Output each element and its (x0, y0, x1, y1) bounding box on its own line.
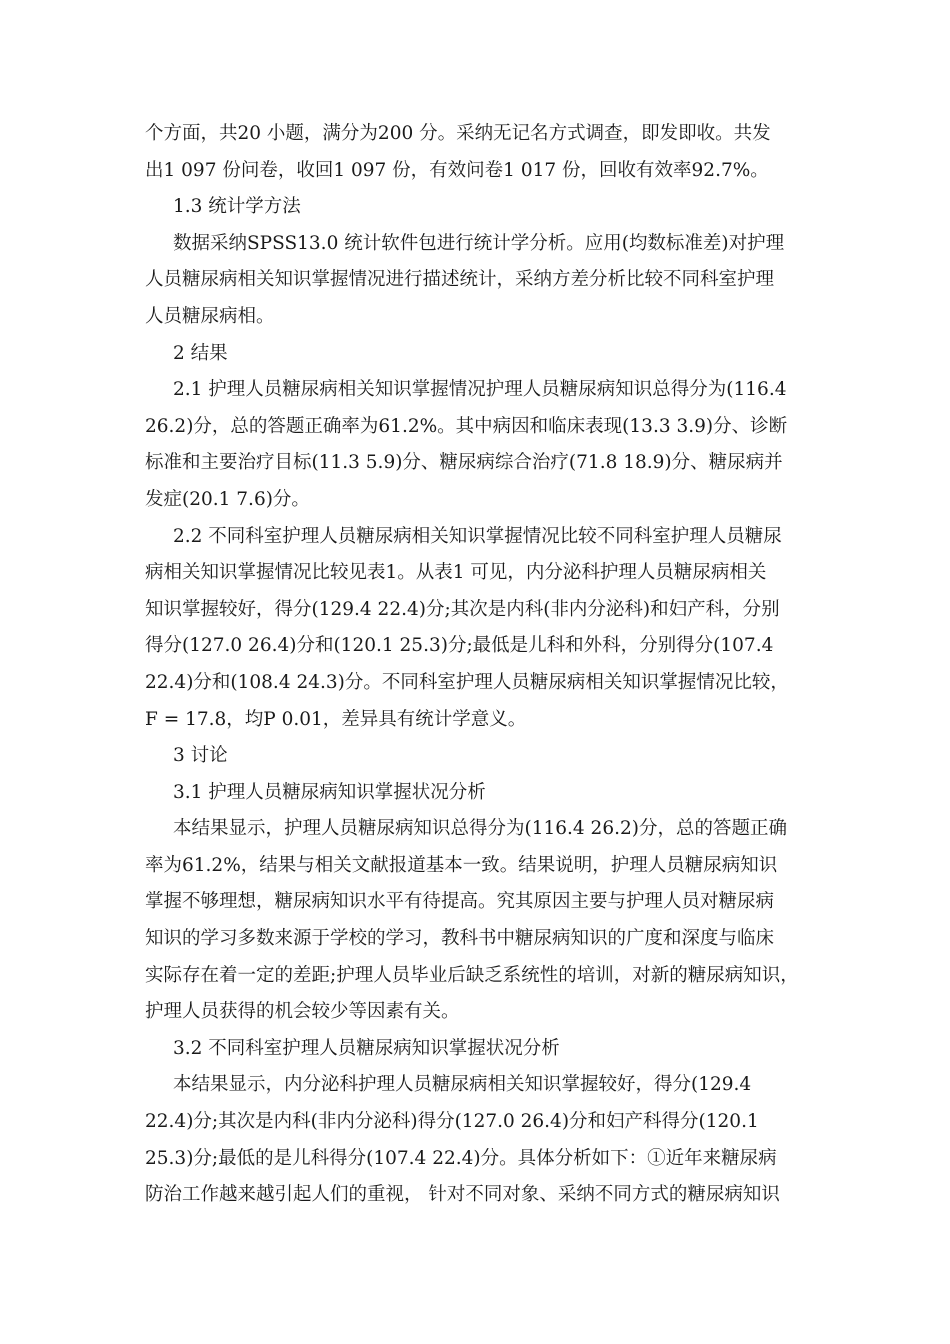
text-line: 2.1 护理人员糖尿病相关知识掌握情况护理人员糖尿病知识总得分为(116.4 (173, 379, 787, 401)
text-line: 2.2 不同科室护理人员糖尿病相关知识掌握情况比较不同科室护理人员糖尿 (173, 525, 782, 547)
text-line: 3.1 护理人员糖尿病知识掌握状况分析 (173, 781, 486, 803)
text-line: 22.4)分;其次是内科(非内分泌科)得分(127.0 26.4)分和妇产科得分(120.1 (145, 1111, 759, 1133)
text-line: 3.2 不同科室护理人员糖尿病知识掌握状况分析 (173, 1037, 560, 1059)
text-line: 人员糖尿病相关知识掌握情况进行描述统计，采纳方差分析比较不同科室护理 (145, 269, 775, 291)
text-line: 护理人员获得的机会较少等因素有关。 (145, 1001, 460, 1023)
text-line: 实际存在着一定的差距;护理人员毕业后缺乏系统性的培训，对新的糖尿病知识， (145, 964, 799, 986)
text-line: 病相关知识掌握情况比较见表1。从表1 可见，内分泌科护理人员糖尿病相关 (145, 562, 767, 584)
text-line: F = 17.8，均P 0.01，差异具有统计学意义。 (145, 708, 527, 730)
text-line: 防治工作越来越引起人们的重视， 针对不同对象、采纳不同方式的糖尿病知识 (145, 1184, 780, 1206)
text-line: 2 结果 (173, 342, 228, 364)
text-line: 本结果显示，护理人员糖尿病知识总得分为(116.4 26.2)分，总的答题正确 (173, 818, 787, 840)
text-line: 3 讨论 (173, 745, 228, 767)
text-line: 本结果显示，内分泌科护理人员糖尿病相关知识掌握较好，得分(129.4 (173, 1074, 752, 1096)
text-line: 标准和主要治疗目标(11.3 5.9)分、糖尿病综合治疗(71.8 18.9)分、糖尿病并 (145, 452, 783, 474)
text-line: 出1 097 份问卷，收回1 097 份，有效问卷1 017 份，回收有效率92.7%。 (145, 159, 769, 181)
text-line: 知识的学习多数来源于学校的学习，教科书中糖尿病知识的广度和深度与临床 (145, 928, 775, 950)
body-text (145, 116, 825, 1214)
text-line: 22.4)分和(108.4 24.3)分。不同科室护理人员糖尿病相关知识掌握情况比较， (145, 671, 789, 693)
text-line: 26.2)分，总的答题正确率为61.2%。其中病因和临床表现(13.3 3.9)分、诊断 (145, 415, 788, 437)
text-line: 数据采纳SPSS13.0 统计软件包进行统计学分析。应用(均数标准差)对护理 (173, 232, 785, 254)
text-line: 发症(20.1 7.6)分。 (145, 488, 310, 510)
text-line: 25.3)分;最低的是儿科得分(107.4 22.4)分。具体分析如下：①近年来糖尿病 (145, 1147, 777, 1169)
text-line: 得分(127.0 26.4)分和(120.1 25.3)分;最低是儿科和外科，分别得分(107.4 (145, 635, 774, 657)
text-line: 人员糖尿病相。 (145, 305, 275, 327)
text-line: 1.3 统计学方法 (173, 196, 301, 218)
text-line: 个方面，共20 小题，满分为200 分。采纳无记名方式调查，即发即收。共发 (145, 123, 771, 144)
text-line: 率为61.2%，结果与相关文献报道基本一致。结果说明，护理人员糖尿病知识 (145, 854, 778, 876)
text-line: 知识掌握较好，得分(129.4 22.4)分;其次是内科(非内分泌科)和妇产科，分别 (145, 598, 780, 620)
text-line: 掌握不够理想，糖尿病知识水平有待提高。究其原因主要与护理人员对糖尿病 (145, 891, 775, 913)
